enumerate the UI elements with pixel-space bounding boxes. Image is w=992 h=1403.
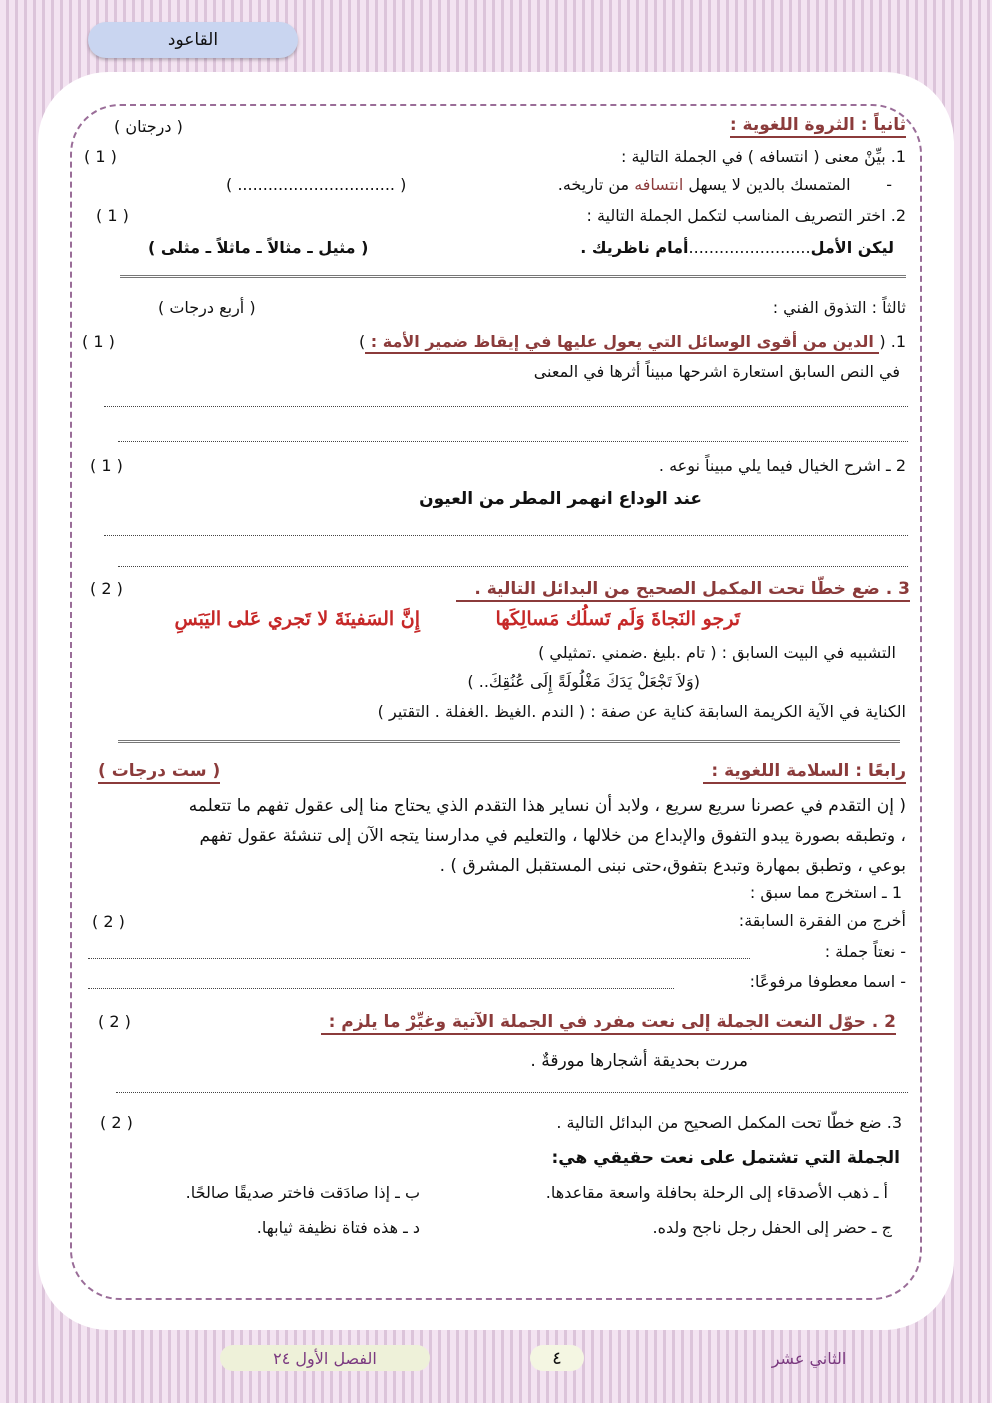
answer-line[interactable] bbox=[104, 535, 908, 536]
s4-marks: ( ست درجات ) bbox=[98, 760, 220, 782]
s2-title: ثانياً : الثروة اللغوية : bbox=[730, 114, 906, 136]
s3-q1: 1. ( الدين من أقوى الوسائل التي يعول عليها في إيقاظ ضمير الأمة : ) bbox=[359, 331, 906, 353]
s3-title: ثالثاً : التذوق الفني : bbox=[772, 298, 906, 317]
answer-line[interactable] bbox=[88, 988, 674, 989]
s4-para-3: بوعي ، وتطبق بمهارة وتبدع بتفوق،حتى نبنى المستقبل المشرق ) . bbox=[439, 856, 906, 876]
s2-q1: 1. بيِّنْ معنى ( انتسافه ) في الجملة التالية : bbox=[621, 147, 906, 166]
option-c[interactable]: ج ـ حضر إلى الحفل رجل ناجح ولده. bbox=[652, 1218, 892, 1237]
s3-q2-sentence: عند الوداع انهمر المطر من العيون bbox=[419, 489, 702, 509]
s3-q1-text: في النص السابق استعارة اشرحها مبيناً أثرها في المعنى bbox=[533, 362, 900, 381]
s3-q2-score: ( 1 ) bbox=[90, 456, 123, 475]
answer-line[interactable] bbox=[104, 406, 908, 407]
s4-item-1: - نعتاً جملة : bbox=[824, 942, 906, 961]
s4-q1: 1 ـ استخرج مما سبق : bbox=[749, 883, 902, 902]
s2-q1-answer[interactable]: ( ............................... ) bbox=[226, 175, 407, 194]
option-b[interactable]: ب ـ إذا صادَقت فاختر صديقًا صالحًا. bbox=[185, 1183, 420, 1202]
highlight-word: انتسافه bbox=[634, 175, 684, 194]
s4-para-2: ، وتطبقه بصورة يبدو التفوق والإبداع من خلالها ، والتعليم في مدارسنا يتجه الآن إلى تنشئة عقول تفهم bbox=[199, 826, 906, 846]
s3-q1-score: ( 1 ) bbox=[82, 332, 115, 351]
s4-q1-score: ( 2 ) bbox=[92, 912, 125, 931]
s4-q1-sub: أخرج من الفقرة السابقة: bbox=[738, 911, 906, 930]
s3-q3-score: ( 2 ) bbox=[90, 579, 123, 598]
s3-q2: 2 ـ اشرح الخيال فيما يلي مبيناً نوعه . bbox=[658, 456, 906, 475]
footer-term: الفصل الأول ٢٤ bbox=[220, 1345, 430, 1371]
option-d[interactable]: د ـ هذه فتاة نظيفة ثيابها. bbox=[256, 1218, 420, 1237]
s4-q3: 3. ضع خطّا تحت المكمل الصحيح من البدائل التالية . bbox=[556, 1113, 902, 1132]
s2-marks: ( درجتان ) bbox=[114, 117, 183, 136]
verse-first: تَرجو النَجاةَ وَلَم تَسلُك مَسالِكَها bbox=[495, 608, 740, 630]
s4-para-1: ( إن التقدم في عصرنا سريع سريع ، ولابد أن نساير هذا التقدم الذي يحتاج منا إلى عقول تفهم ما تتعلمه bbox=[188, 796, 906, 816]
answer-line[interactable] bbox=[118, 441, 908, 442]
answer-line[interactable] bbox=[118, 566, 908, 567]
s3-tashbih: التشبيه في البيت السابق : ( تام .بليغ .ضمني .تمثيلي ) bbox=[538, 643, 896, 662]
s2-q2-options: ( مثيل ـ مثالاً ـ ماثلاً ـ مثلى ) bbox=[148, 238, 369, 257]
s2-q1-score: ( 1 ) bbox=[84, 147, 117, 166]
s4-q3-prompt: الجملة التي تشتمل على نعت حقيقي هي: bbox=[551, 1148, 900, 1168]
verse-second: إِنَّ السَفينَةَ لا تَجري عَلى اليَبَسِ bbox=[174, 608, 420, 630]
s4-q2: 2 . حوّل النعت الجملة إلى نعت مفرد في الجملة الآتية وغيِّرْ ما يلزم : bbox=[321, 1011, 896, 1033]
s3-marks: ( أربع درجات ) bbox=[158, 298, 256, 317]
s3-ayah: (وَلاَ تَجْعَلْ يَدَكَ مَغْلُولَةً إِلَى عُنُقِكَ.. ) bbox=[467, 672, 700, 691]
s4-q3-score: ( 2 ) bbox=[100, 1113, 133, 1132]
option-a[interactable]: أ ـ ذهب الأصدقاء إلى الرحلة بحافلة واسعة مقاعدها. bbox=[545, 1183, 888, 1202]
footer-page-number: ٤ bbox=[530, 1345, 584, 1371]
answer-line[interactable] bbox=[88, 958, 750, 959]
s2-q2: 2. اختر التصريف المناسب لتكمل الجملة التالية : bbox=[586, 206, 906, 225]
s3-q3: 3 . ضع خطّا تحت المكمل الصحيح من البدائل التالية . bbox=[456, 578, 910, 600]
s3-kinaya: الكناية في الآية الكريمة السابقة كناية عن صفة : ( الندم .الغيظ .الغفلة . التقتير ) bbox=[377, 702, 906, 721]
s2-q2-sentence: ليكن الأمل........................أمام ناظريك . bbox=[580, 238, 894, 257]
s4-item-2: - اسما معطوفا مرفوعًا: bbox=[749, 972, 906, 991]
s4-title: رابعًا : السلامة اللغوية : bbox=[703, 760, 906, 782]
separator bbox=[120, 275, 906, 278]
s4-q2-sentence: مررت بحديقة أشجارها مورقةٌ . bbox=[530, 1051, 748, 1071]
school-name: القاعود bbox=[167, 30, 219, 50]
separator bbox=[118, 740, 900, 743]
s2-q1-sentence: - المتمسك بالدين لا يسهل انتسافه من تاريخه. bbox=[557, 175, 892, 194]
s4-q2-score: ( 2 ) bbox=[98, 1012, 131, 1031]
answer-line[interactable] bbox=[116, 1092, 908, 1093]
s2-q2-score: ( 1 ) bbox=[96, 206, 129, 225]
footer-grade: الثاني عشر bbox=[771, 1348, 847, 1368]
